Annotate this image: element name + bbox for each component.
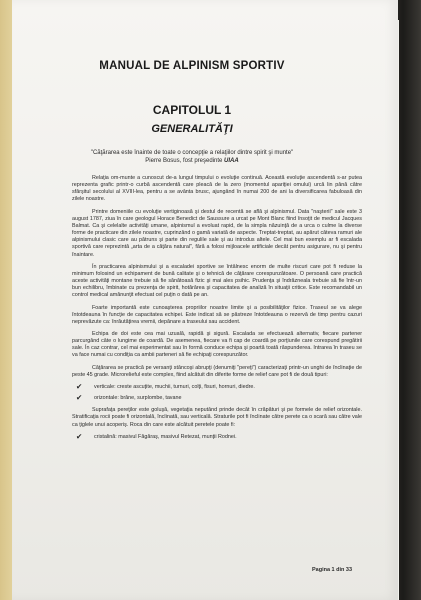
check-icon: ✔ bbox=[76, 393, 83, 403]
check-icon: ✔ bbox=[76, 381, 83, 391]
list-item bbox=[72, 395, 362, 402]
paragraph: Echipa de doi este cea mai uzuală, rapidă şi sigură. Escalada se efectuează alternativ, fiecare partener parcurgând câte o lungime de coardă. De asemenea, fiecare va fi cap de coardă pe porţiunile care corespund pregătirii sale. În caz contrar, cel mai experimentat sau în formă conduce echipa şi poartă toată răspunderea. Intrarea în traseu se va face numai cu condiţia ca ambii parteneri să fie echipaţi corespunzător. bbox=[72, 330, 362, 359]
epigraph-org: UIAA bbox=[224, 158, 239, 164]
paragraph: Relaţia om-munte a cunoscut de-a lungul timpului o evoluţie continuă. Această evoluţie ascendentă s-ar putea reprezenta grafic printr-o curbă ascendentă care pleacă de la zero (momentul apariţiei omului) urcă lin până către sfârşitul secolului al XVIII-lea, pentru a se avânta brusc, ajungând în numai 200 de ani la diversificarea fabuloasă din zilele noastre. bbox=[72, 175, 362, 203]
epigraph-author-name: Pierre Bosus, fost preşedinte bbox=[145, 158, 225, 164]
paragraph: Printre domeniile cu evoluţie vertiginoasă şi destul de recentă se află şi alpinismul. Data "naşterii" sale este 3 august 1787, ziua în care geologul Horace Benedict de Saussure a urcat pe Mont Blanc fiind însoţit de medicul Jacques Balmat. Ca şi celelalte activităţi umane, alpinismul a evoluat rapid, de la simpla năzuinţă de a urca o culme la diverse forme de practicare din zilele noastre, cuprinzând o gamă variată de aspecte. Treptat-treptat, au apărut câteva ramuri ale alpinismului clasic care au pătruns şi parte din regulile sale şi au introdus altele. Cel mai bun exemplu ar fi escalada sportivă care reprezintă „arta de a căţăra natural", fără a folosi mijloacele artificiale decât pentru asigurare, nu şi pentru înaintare. bbox=[72, 208, 362, 258]
paragraph: În practicarea alpinismului şi a escaladei sportive se întâlnesc enorm de multe riscuri care pot fi reduse la minimum folosind un echipament de bună calitate şi o tehnică de căţărare corespunzătoare. O persoană care practică aceste activităţi montane trebuie să fie sănătoasă fizic şi mai ales psihic. Prudenţa şi îndrăzneala trebuie să fie într-un bun echilibru, îmbinate cu prezenţa de spirit, hotărârea şi capacitatea de analiză în situaţii critice. Este recomandabil un control medical amănunţit efectuat cel puţin o dată pe an. bbox=[72, 263, 362, 299]
list-item bbox=[72, 431, 362, 441]
chapter-heading: CAPITOLUL 1 bbox=[152, 103, 232, 117]
epigraph bbox=[52, 149, 332, 165]
document-title: MANUAL DE ALPINISM SPORTIV bbox=[99, 60, 285, 72]
relief-type-list bbox=[72, 381, 362, 403]
list-item-text: orizontale: brâne, surplombe, tavane bbox=[94, 395, 182, 402]
epigraph-text: "Căţărarea este înainte de toate o concepţie a relaţiilor dintre spirit şi munte" bbox=[90, 150, 294, 156]
paragraph: Suprafaţa pereţilor este goluşă, vegetaţia neputând prinde decât în crăpături şi pe formele de relief orizontale. Stratificaţia rocii poate fi orizontală, înclinată, sau verticală. Straturile pot fi înclinate către perete ca o scară sau către vale ca ţiglele unui acoperiş. Roca din care este alcătuit peretele poate fi: bbox=[72, 407, 362, 428]
document-page bbox=[12, 0, 398, 600]
epigraph-author bbox=[52, 157, 332, 165]
paragraph: Căţărarea se practică pe versanţi stâncoşi abrupţi (denumiţi "pereţi") caracterizaţi printr-un unghi de înclinaţie de peste 45 grade. Microrelieful este complex, fiind alcătuit din diferite forme de relief care pot fi de două tipuri: bbox=[72, 364, 362, 378]
paragraph: Foarte importantă este cunoaşterea propriilor noastre limite şi a posibilităţilor fizice. Traseul se va alege întotdeauna în funcţie de capacitatea echipei. Este indicat să se păstreze întotdeauna o rezervă de timp pentru cazuri neprevăzute ca: înrăutăţirea vremii, depănare a traseului sau accident. bbox=[72, 304, 362, 325]
list-item-text: cristalină: masivul Făgăraş, masivul Retezat, munţii Rodnei. bbox=[94, 433, 237, 440]
chapter-subtitle: GENERALITĂŢI bbox=[151, 123, 233, 135]
check-icon: ✔ bbox=[76, 431, 83, 441]
list-item bbox=[72, 381, 362, 391]
body-text bbox=[72, 175, 362, 446]
rock-type-list bbox=[72, 431, 362, 441]
page-number: Pagina 1 din 33 bbox=[312, 567, 353, 573]
list-item-text: verticale: creste ascuţite, muchii, turnuri, colţi, fisuri, hornuri, diedre. bbox=[94, 383, 255, 390]
